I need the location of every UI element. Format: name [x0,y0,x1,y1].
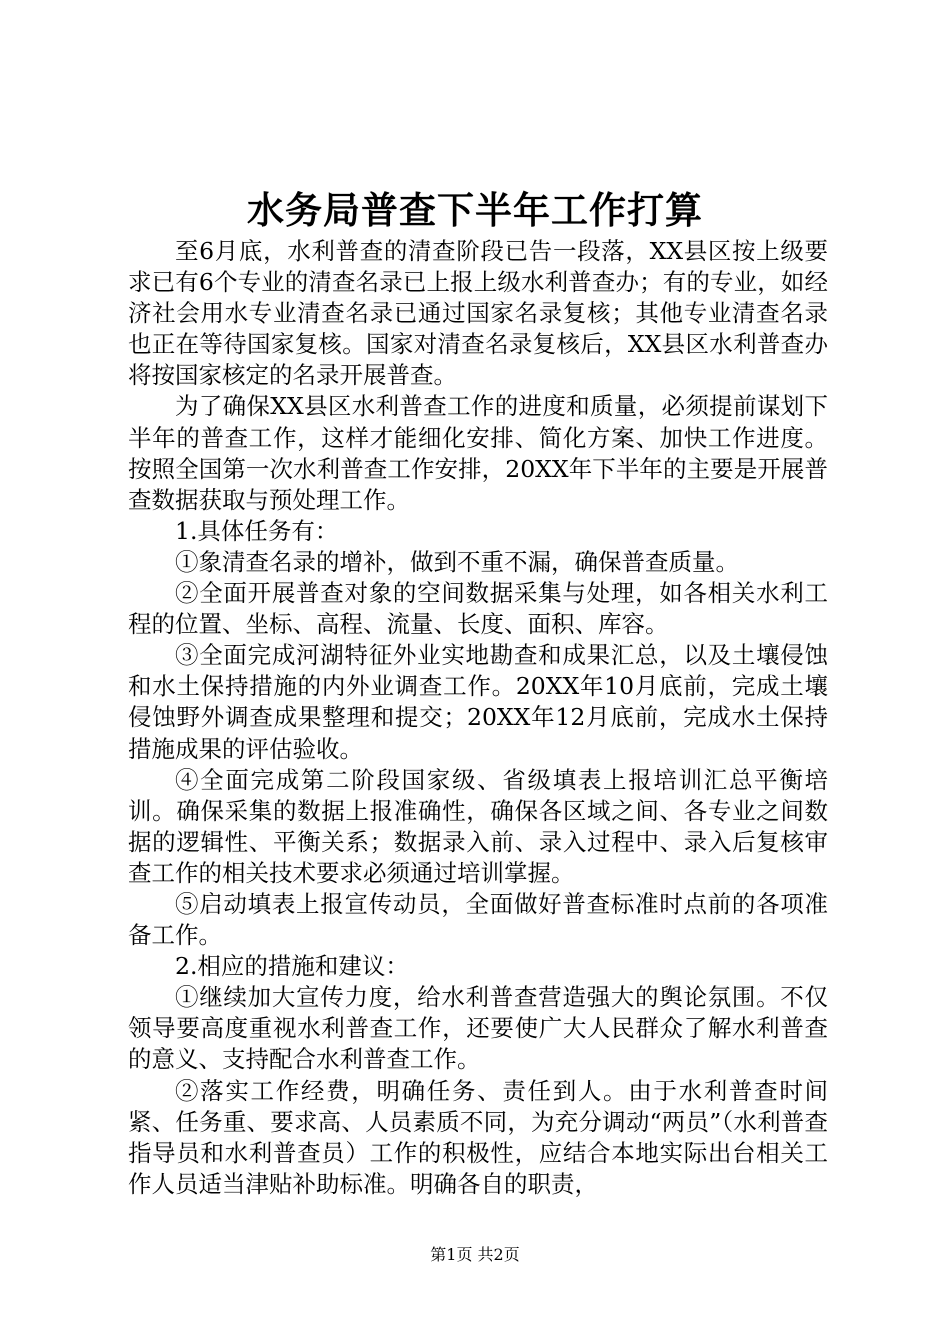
task-item-3: ③全面完成河湖特征外业实地勘查和成果汇总，以及土壤侵蚀和水土保持措施的内外业调查工作。20XX年10月底前，完成土壤侵蚀野外调查成果整理和提交；20XX年12月底前，完成水土保持措施成果的评估验收。 [128,641,828,763]
task-item-2: ②全面开展普查对象的空间数据采集与处理，如各相关水利工程的位置、坐标、高程、流量、长度、面积、库容。 [128,579,828,639]
task-item-5: ⑤启动填表上报宣传动员，全面做好普查标准时点前的各项准备工作。 [128,889,828,950]
measure-item-1: ①继续加大宣传力度，给水利普查营造强大的舆论氛围。不仅领导要高度重视水利普查工作，还要使广大人民群众了解水利普查的意义、支持配合水利普查工作。 [128,983,828,1074]
document-body [128,236,828,1200]
page-footer: 第1页 共2页 [430,1245,520,1264]
task-item-4: ④全面完成第二阶段国家级、省级填表上报培训汇总平衡培训。确保采集的数据上报准确性，确保各区域之间、各专业之间数据的逻辑性、平衡关系；数据录入前、录入过程中、录入后复核审查工作的相关技术要求必须通过培训掌握。 [128,765,828,887]
section-heading-measures: 2.相应的措施和建议： [175,952,409,981]
section-heading-tasks: 1.具体任务有： [175,516,339,545]
paragraph-plan: 为了确保XX县区水利普查工作的进度和质量，必须提前谋划下半年的普查工作，这样才能细化安排、简化方案、加快工作进度。按照全国第一次水利普查工作安排，20XX年下半年的主要是开展普查数据获取与预处理工作。 [128,392,828,514]
task-item-1: ①象清查名录的增补，做到不重不漏，确保普查质量。 [175,547,739,576]
paragraph-intro: 至6月底，水利普查的清查阶段已告一段落，XX县区按上级要求已有6个专业的清查名录已上报上级水利普查办；有的专业，如经济社会用水专业清查名录已通过国家名录复核；其他专业清查名录也正在等待国家复核。国家对清查名录复核后，XX县区水利普查办将按国家核定的名录开展普查。 [128,237,828,390]
measure-item-2: ②落实工作经费，明确任务、责任到人。由于水利普查时间紧、任务重、要求高、人员素质不同，为充分调动“两员”（水利普查指导员和水利普查员）工作的积极性，应结合本地实际出台相关工作人员适当津贴补助标准。明确各自的职责， [128,1076,828,1198]
document-title: 水务局普查下半年工作打算 [247,188,703,232]
